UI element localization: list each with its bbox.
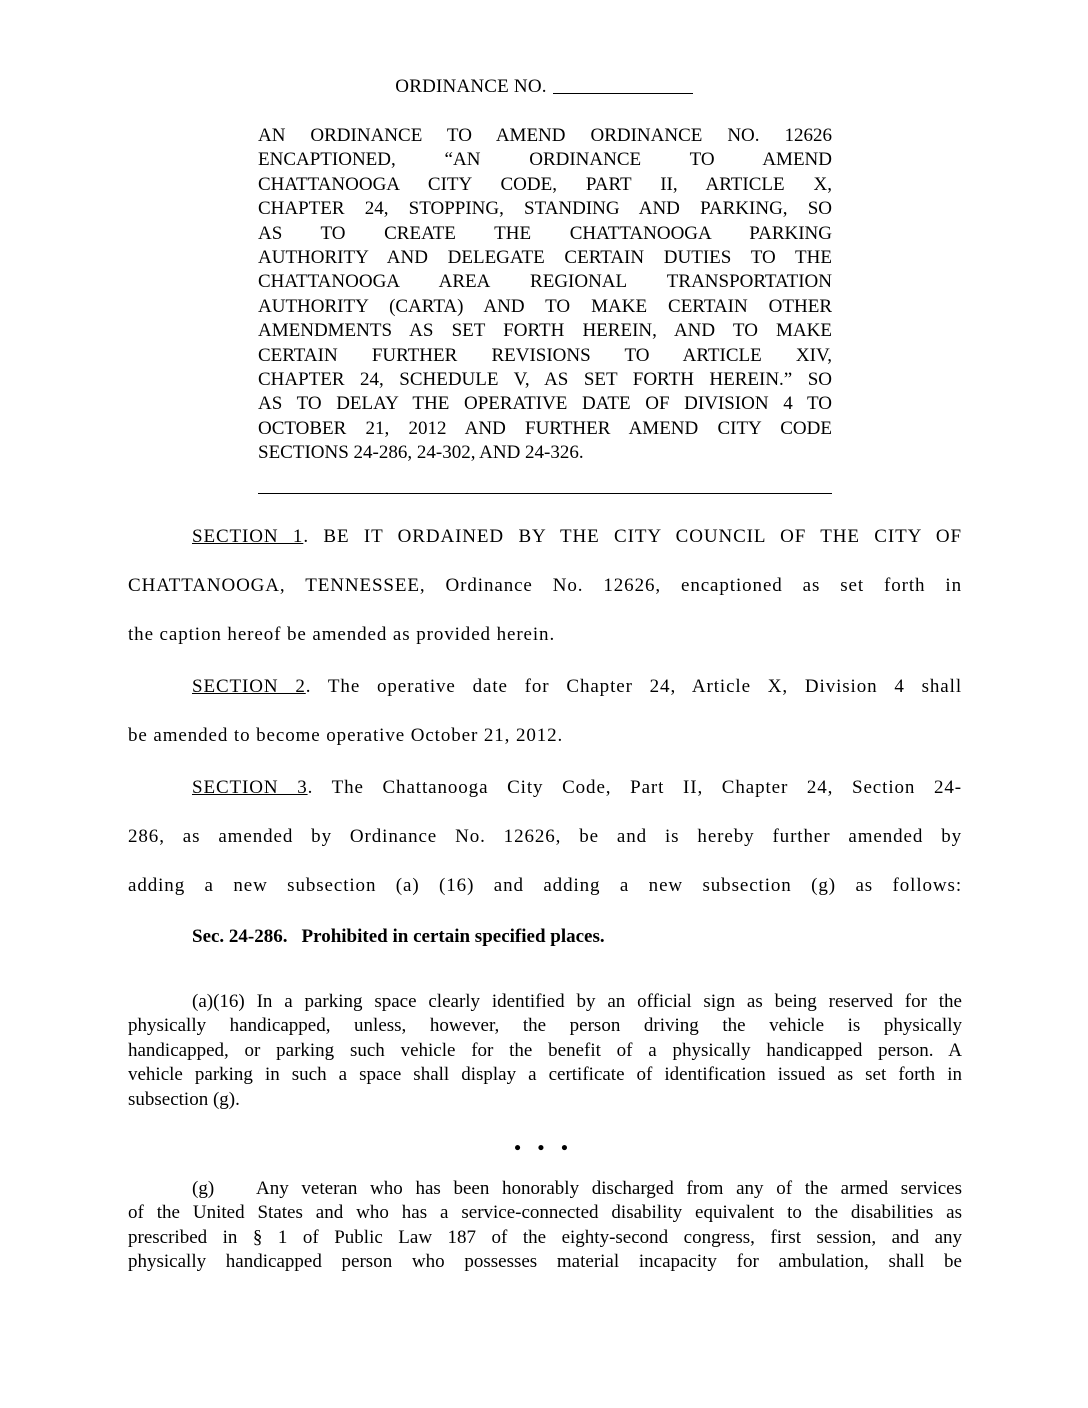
section-1-line: the caption hereof be amended as provided herein. — [128, 624, 556, 645]
section-3-text: . The Chattanooga City Code, Part II, Chapter 24, Section 24- — [307, 777, 962, 798]
ordinance-title — [0, 76, 1088, 98]
section-3-line: 286, as amended by Ordinance No. 12626, be and is hereby further amended by — [128, 826, 962, 847]
ordinance-title-text: ORDINANCE NO. — [395, 76, 547, 97]
ordinance-number-blank — [553, 77, 693, 94]
section-1-text: . BE IT ORDAINED BY THE CITY COUNCIL OF THE CITY OF — [303, 526, 962, 547]
caption-line: CERTAIN FURTHER REVISIONS TO ARTICLE XIV, — [258, 344, 832, 366]
code-section-title: Prohibited in certain specified places. — [301, 926, 605, 947]
caption-divider — [258, 493, 832, 494]
subsection-g-line — [128, 1177, 962, 1201]
section-3-label: SECTION 3 — [192, 777, 308, 798]
subsection-a16-line: handicapped, or parking such vehicle for the benefit of a physically handicapped person. A — [128, 1039, 962, 1061]
section-1-label: SECTION 1 — [192, 526, 304, 547]
caption-line: CHAPTER 24, STOPPING, STANDING AND PARKING, SO — [258, 198, 832, 220]
section-2-label: SECTION 2 — [192, 676, 306, 697]
section-1-line: CHATTANOOGA, TENNESSEE, Ordinance No. 12626, encaptioned as set forth in — [128, 575, 962, 596]
subsection-g — [128, 1177, 962, 1275]
caption-line: CHATTANOOGA CITY CODE, PART II, ARTICLE X, — [258, 173, 832, 195]
omission-ellipsis: • • • — [514, 1138, 574, 1159]
caption-line: OCTOBER 21, 2012 AND FURTHER AMEND CITY CODE — [258, 417, 832, 439]
caption-line: ENCAPTIONED, “AN ORDINANCE TO AMEND — [258, 149, 832, 171]
caption-line: AS TO DELAY THE OPERATIVE DATE OF DIVISION 4 TO — [258, 393, 832, 415]
caption-line: CHATTANOOGA AREA REGIONAL TRANSPORTATION — [258, 271, 832, 293]
section-1-line — [192, 526, 962, 548]
subsection-a16-line: (a)(16) In a parking space clearly identified by an official sign as being reserved for the — [192, 991, 962, 1012]
section-2-line: be amended to become operative October 21, 2012. — [128, 725, 564, 746]
subsection-a16 — [128, 990, 962, 1112]
caption-line: AUTHORITY AND DELEGATE CERTAIN DUTIES TO THE — [258, 247, 832, 269]
subsection-a16-line: vehicle parking in such a space shall display a certificate of identification issued as set forth in — [128, 1064, 962, 1086]
subsection-g-marker: (g) — [192, 1178, 215, 1199]
subsection-g-line: prescribed in § 1 of Public Law 187 of the eighty-second congress, first session, and any — [128, 1226, 962, 1248]
section-2-line — [192, 676, 962, 698]
section-3-line — [192, 777, 962, 799]
caption-line: AUTHORITY (CARTA) AND TO MAKE CERTAIN OTHER — [258, 295, 832, 317]
ordinance-caption — [258, 124, 832, 466]
caption-line: CHAPTER 24, SCHEDULE V, AS SET FORTH HEREIN.” SO — [258, 369, 832, 391]
caption-line: AS TO CREATE THE CHATTANOOGA PARKING — [258, 222, 832, 244]
subsection-g-line: physically handicapped person who possesses material incapacity for ambulation, shall be — [128, 1251, 962, 1273]
caption-line: AN ORDINANCE TO AMEND ORDINANCE NO. 12626 — [258, 125, 832, 146]
section-3-line: adding a new subsection (a) (16) and adding a new subsection (g) as follows: — [128, 875, 962, 896]
code-section-heading — [192, 926, 605, 948]
subsection-g-line: of the United States and who has a service-connected disability equivalent to the disabilities as — [128, 1202, 962, 1224]
caption-line: SECTIONS 24-286, 24-302, AND 24-326. — [258, 442, 584, 464]
caption-line: AMENDMENTS AS SET FORTH HEREIN, AND TO MAKE — [258, 320, 832, 342]
subsection-a16-line: subsection (g). — [128, 1088, 240, 1110]
subsection-g-text: Any veteran who has been honorably discharged from any of the armed services — [256, 1178, 962, 1199]
code-section-number: Sec. 24-286. — [192, 926, 288, 947]
section-2-text: . The operative date for Chapter 24, Article X, Division 4 shall — [305, 676, 962, 697]
subsection-a16-line: physically handicapped, unless, however, the person driving the vehicle is physically — [128, 1015, 962, 1037]
